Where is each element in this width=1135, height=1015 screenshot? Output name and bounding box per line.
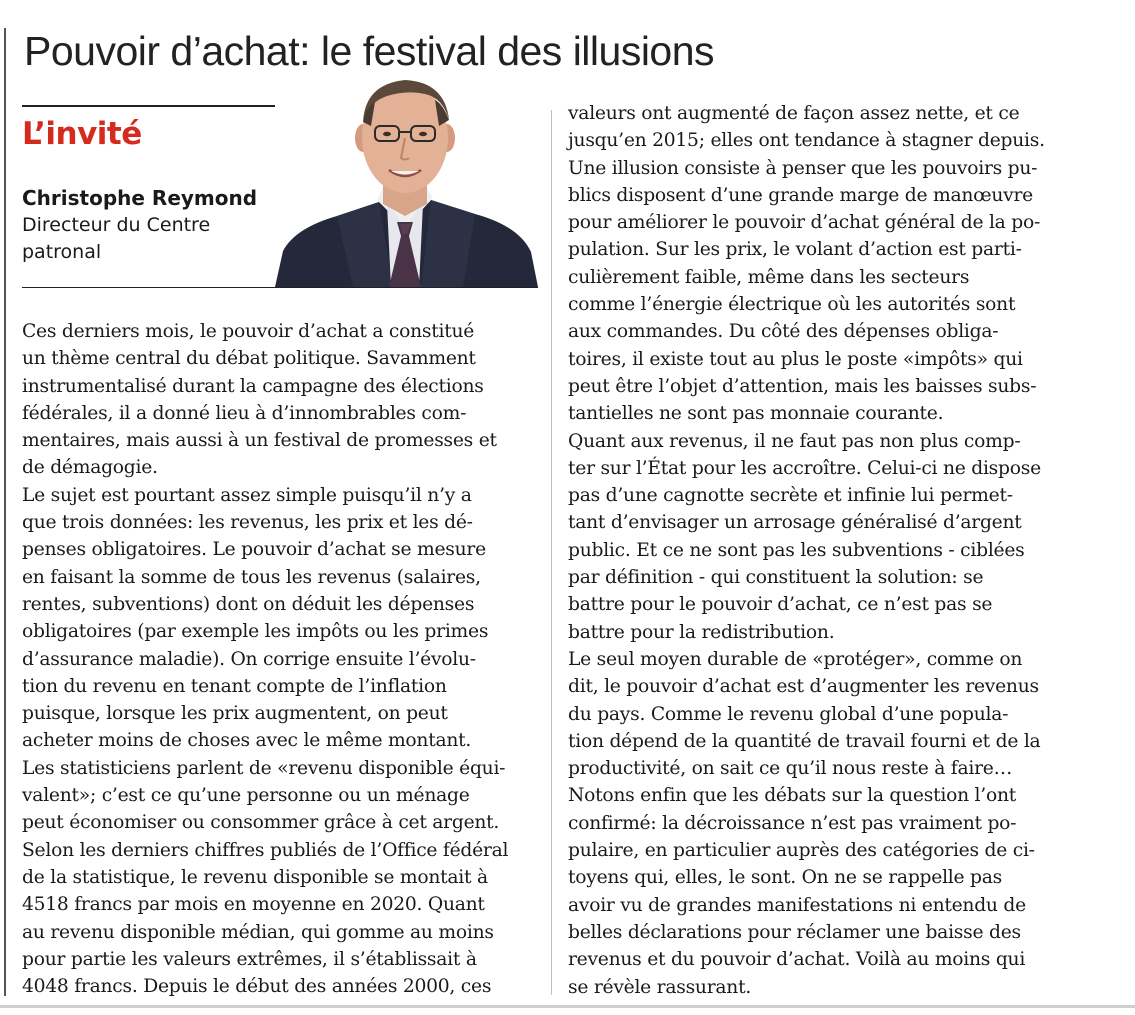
article-body-line: toires, il existe tout au plus le poste «impôts» qui xyxy=(568,348,1023,370)
article-body-line: de démagogie. xyxy=(22,457,158,479)
article-body-line: en faisant la somme de tous les revenus (salaires, xyxy=(22,566,481,588)
article-body-line: blics disposent d’une grande marge de manœuvre xyxy=(568,184,1033,206)
article-body-line: tant d’envisager un arrosage généralisé d’argent xyxy=(568,512,1022,534)
article-body-line: aux commandes. Du côté des dépenses obliga- xyxy=(568,321,999,343)
article-body-line: se révèle rassurant. xyxy=(568,976,752,998)
article-body-line: tion dépend de la quantité de travail fourni et de la xyxy=(568,730,1041,752)
article-body-line: par définition - qui constituent la solution: se xyxy=(568,567,984,589)
article-body-line: Notons enfin que les débats sur la question l’ont xyxy=(568,785,1017,807)
article-body-line: belles déclarations pour réclamer une baisse des xyxy=(568,921,1021,943)
article-body-line: au revenu disponible médian, qui gomme au moins xyxy=(22,921,494,943)
article-body-line: dit, le pouvoir d’achat est d’augmenter les revenus xyxy=(568,676,1039,698)
article-body-line: Selon les derniers chiffres publiés de l’Office fédéral xyxy=(22,839,509,861)
byline-bottom-rule xyxy=(22,287,538,288)
article-body-line: valeurs ont augmenté de façon assez nette, et ce xyxy=(568,103,1020,124)
article-body-line: pulaire, en particulier auprès des catégories de ci- xyxy=(568,840,1035,862)
author-role-line: patronal xyxy=(22,241,102,263)
article-body-line: peut économiser ou consommer grâce à cet argent. xyxy=(22,812,500,834)
article-body-line: d’assurance maladie). On corrige ensuite l’évolu- xyxy=(22,648,476,670)
author-portrait xyxy=(275,76,538,287)
article-body-line: battre pour le pouvoir d’achat, ce n’est pas se xyxy=(568,594,993,616)
article-body-line: un thème central du débat politique. Savamment xyxy=(22,348,476,370)
article-body-line: tantielles ne sont pas monnaie courante. xyxy=(568,403,944,425)
article-headline: Pouvoir d’achat: le festival des illusions xyxy=(24,28,715,74)
author-portrait-illustration xyxy=(275,76,538,287)
article-body-line: instrumentalisé durant la campagne des élections xyxy=(22,375,484,397)
article-body-line: pas d’une cagnotte secrète et infinie lui permet- xyxy=(568,485,1013,507)
article-body-line: Le sujet est pourtant assez simple puisqu’il n’y a xyxy=(22,484,472,506)
article-body-line: ter sur l’État pour les accroître. Celui-ci ne dispose xyxy=(568,457,1041,479)
article-body-line: toyens qui, elles, le sont. On ne se rappelle pas xyxy=(568,867,1002,889)
page-left-rule xyxy=(4,28,6,996)
article-column-left xyxy=(22,318,542,1000)
article-body-line: public. Et ce ne sont pas les subventions - ciblées xyxy=(568,539,1025,561)
article-body-line: jusqu’en 2015; elles ont tendance à stagner depuis. xyxy=(568,130,1045,152)
article-body-line: de la statistique, le revenu disponible se montait à xyxy=(22,866,488,888)
article-body-line: obligatoires (par exemple les impôts ou les primes xyxy=(22,621,489,643)
article-body-line: Quant aux revenus, il ne faut pas non plus comp- xyxy=(568,430,1021,452)
article-body-line: pour partie les valeurs extrêmes, il s’établissait à xyxy=(22,948,477,970)
article-body-line: mentaires, mais aussi à un festival de promesses et xyxy=(22,430,497,452)
article-body-line: Les statisticiens parlent de «revenu disponible équi- xyxy=(22,757,506,779)
article-body-line: puisque, lorsque les prix augmentent, on peut xyxy=(22,703,448,725)
article-body-line: avoir vu de grandes manifestations ni entendu de xyxy=(568,894,1026,916)
rubric-label: L’invité xyxy=(22,116,142,152)
article-body-line: 4518 francs par mois en moyenne en 2020. Quant xyxy=(22,894,485,916)
author-name: Christophe Reymond xyxy=(22,186,258,210)
page-bottom-edge xyxy=(0,1005,1135,1008)
article-body-line: rentes, subventions) dont on déduit les dépenses xyxy=(22,593,475,615)
column-divider xyxy=(551,110,552,995)
article-body-line: Le seul moyen durable de «protéger», comme on xyxy=(568,648,1023,670)
article-column-right xyxy=(568,100,1088,1001)
article-body-line: tion du revenu en tenant compte de l’inflation xyxy=(22,675,447,697)
article-body-line: du pays. Comme le revenu global d’une popula- xyxy=(568,703,1009,725)
article-body-line: peut être l’objet d’attention, mais les baisses subs- xyxy=(568,375,1037,397)
article-body-line: Une illusion consiste à penser que les pouvoirs pu- xyxy=(568,157,1038,179)
article-body-line: battre pour la redistribution. xyxy=(568,621,835,643)
article-body-line: productivité, on sait ce qu’il nous reste à faire… xyxy=(568,758,1013,780)
article-body-line: culièrement faible, même dans les secteurs xyxy=(568,266,970,288)
article-body-line: fédérales, il a donné lieu à d’innombrables com- xyxy=(22,402,467,424)
article-body-line: acheter moins de choses avec le même montant. xyxy=(22,730,472,752)
article-body-line: confirmé: la décroissance n’est pas vraiment po- xyxy=(568,812,1017,834)
article-body-line: 4048 francs. Depuis le début des années 2000, ces xyxy=(22,976,492,998)
article-body-line: pour améliorer le pouvoir d’achat général de la po- xyxy=(568,212,1041,234)
author-role-line: Directeur du Centre xyxy=(22,214,211,236)
author-role xyxy=(22,212,272,266)
article-body-line: penses obligatoires. Le pouvoir d’achat se mesure xyxy=(22,539,486,561)
article-body-line: revenus et du pouvoir d’achat. Voilà au moins qui xyxy=(568,949,1026,971)
article-body-line: que trois données: les revenus, les prix et les dé- xyxy=(22,512,473,534)
article-body-line: comme l’énergie électrique où les autorités sont xyxy=(568,294,1016,316)
article-body-line: valent»; c’est ce qu’une personne ou un ménage xyxy=(22,785,470,807)
article-body-line: Ces derniers mois, le pouvoir d’achat a constitué xyxy=(22,321,475,342)
article-body-line: pulation. Sur les prix, le volant d’action est parti- xyxy=(568,239,1022,261)
